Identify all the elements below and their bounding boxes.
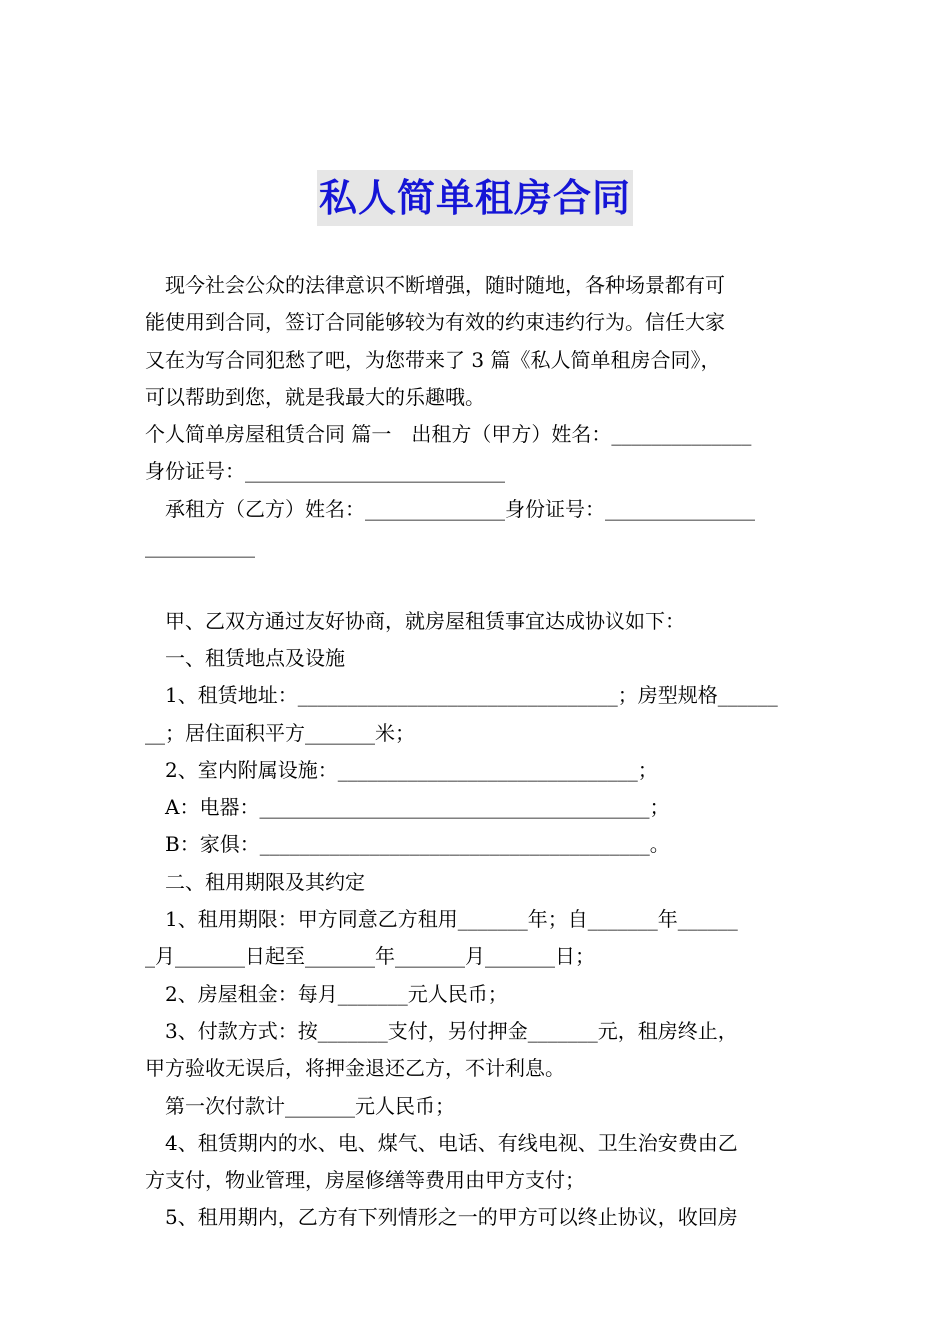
paragraph-line: 4、租赁期内的水、电、煤气、电话、有线电视、卫生治安费由乙	[145, 1130, 738, 1155]
title-wrap	[0, 170, 950, 226]
paragraph-line: __；居住面积平方_______米；	[145, 720, 415, 745]
paragraph-line: 5、租用期内，乙方有下列情形之一的甲方可以终止协议，收回房	[145, 1205, 738, 1230]
paragraph-line: 甲、乙双方通过友好协商，就房屋租赁事宜达成协议如下：	[145, 608, 685, 633]
paragraph-line: 1、租用期限：甲方同意乙方租用_______年；自_______年______	[145, 907, 738, 932]
paragraph-line: A：电器：_______________________________________；	[145, 795, 670, 820]
paragraph-line: 能使用到合同，签订合同能够较为有效的约束违约行为。信任大家	[145, 310, 725, 335]
paragraph-line: 身份证号：__________________________	[145, 459, 505, 484]
paragraph-line: 又在为写合同犯愁了吧，为您带来了 3 篇《私人简单租房合同》，	[145, 347, 721, 372]
document-title: 私人简单租房合同	[317, 170, 633, 226]
paragraph-line: 个人简单房屋租赁合同 篇一 出租方（甲方）姓名：______________	[145, 422, 752, 447]
paragraph-line: _月_______日起至_______年_______月_______日；	[145, 944, 595, 969]
paragraph-line: 承租方（乙方）姓名：______________身份证号：_______________	[145, 496, 755, 521]
paragraph-line: ___________	[145, 534, 255, 559]
paragraph-line: 方支付，物业管理，房屋修缮等费用由甲方支付；	[145, 1168, 585, 1193]
paragraph-line: 2、室内附属设施：______________________________；	[145, 757, 658, 782]
paragraph-line: 3、付款方式：按_______支付，另付押金_______元，租房终止，	[145, 1018, 738, 1043]
blank-line	[145, 565, 811, 602]
paragraph-line: 2、房屋租金：每月_______元人民币；	[145, 981, 508, 1006]
paragraph-line: 可以帮助到您，就是我最大的乐趣哦。	[145, 384, 485, 409]
paragraph-line: B：家俱：_______________________________________。	[145, 832, 670, 857]
section-heading: 一、租赁地点及设施	[145, 645, 345, 670]
paragraph-line: 甲方验收无误后，将押金退还乙方，不计利息。	[145, 1056, 565, 1081]
paragraph-line: 第一次付款计_______元人民币；	[145, 1093, 455, 1118]
paragraph-line: 现今社会公众的法律意识不断增强，随时随地，各种场景都有可	[145, 273, 725, 297]
section-heading: 二、租用期限及其约定	[145, 869, 365, 894]
paragraph-line: 1、租赁地址：________________________________；房型规格______	[145, 683, 778, 708]
document-body	[145, 267, 811, 1237]
